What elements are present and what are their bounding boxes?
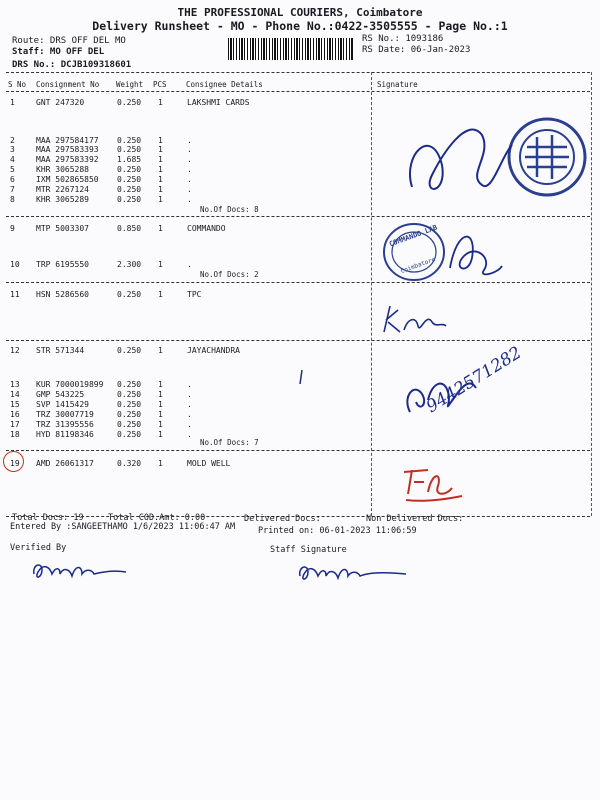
row-consignee-details: . [187, 155, 192, 164]
row-sno: 16 [10, 410, 20, 419]
row-pcs: 1 [158, 380, 163, 389]
row-weight: 0.850 [117, 224, 142, 233]
runsheet-title: Delivery Runsheet - MO - Phone No.:0422-3505555 - Page No.:1 [92, 19, 508, 33]
row-sno: 1 [10, 98, 15, 107]
group-separator [6, 450, 590, 451]
row-pcs: 1 [158, 390, 163, 399]
commando-stamp-text: COMMANDO LAB [388, 223, 439, 249]
row-pcs: 1 [158, 420, 163, 429]
row-consignee-details: . [187, 400, 192, 409]
row-pcs: 1 [158, 430, 163, 439]
row-weight: 0.250 [117, 380, 142, 389]
group-separator [6, 282, 590, 283]
row-weight: 0.250 [117, 175, 142, 184]
row-sno: 6 [10, 175, 15, 184]
total-cod-amount: Total COD.Amt: 0.00 [108, 513, 206, 523]
row-consignment-no: TRZ 31395556 [36, 420, 94, 429]
handwritten-phone: 9442571282 [422, 342, 526, 418]
row-pcs: 1 [158, 185, 163, 194]
row-consignee-details: . [187, 185, 192, 194]
row-weight: 0.250 [117, 410, 142, 419]
row-consignment-no: IXM 502865850 [36, 175, 99, 184]
staff-signature [296, 558, 416, 588]
row-pcs: 1 [158, 400, 163, 409]
verified-by-label: Verified By [10, 543, 67, 553]
non-delivered-docs: Non Delivered Docs: [366, 514, 464, 524]
signature-jayachandra [372, 342, 592, 448]
row-consignment-no: SVP 1415429 [36, 400, 89, 409]
row-sno: 3 [10, 145, 15, 154]
row-consignment-no: MAA 297583392 [36, 155, 99, 164]
row-pcs: 1 [158, 459, 163, 468]
row-weight: 0.250 [117, 390, 142, 399]
row-consignment-no: TRP 6195550 [36, 260, 89, 269]
row-sno: 9 [10, 224, 15, 233]
row-weight: 1.685 [117, 155, 142, 164]
company-title: THE PROFESSIONAL COURIERS, Coimbatore [177, 6, 423, 19]
row-pcs: 1 [158, 224, 163, 233]
row-weight: 0.250 [117, 346, 142, 355]
col-signature: Signature [377, 80, 418, 89]
row-sno: 13 [10, 380, 20, 389]
row-consignee-details: MOLD WELL [187, 459, 231, 468]
red-circle-mark [1, 449, 25, 473]
row-consignee-details: . [187, 420, 192, 429]
row-sno: 10 [10, 260, 20, 269]
row-weight: 2.300 [117, 260, 142, 269]
verified-signature [30, 556, 140, 586]
row-weight: 0.250 [117, 290, 142, 299]
row-consignee-details: . [187, 175, 192, 184]
row-sno: 7 [10, 185, 15, 194]
group-separator [6, 340, 590, 341]
row-weight: 0.250 [117, 400, 142, 409]
barcode [228, 38, 354, 60]
total-docs: Total Docs: 19 [12, 513, 84, 523]
row-weight: 0.250 [117, 145, 142, 154]
rs-date: RS Date: 06-Jan-2023 [362, 45, 471, 55]
row-pcs: 1 [158, 346, 163, 355]
header-rule [6, 91, 590, 92]
group-doc-count: No.Of Docs: 2 [200, 270, 259, 279]
drs-number: DRS No.: DCJB109318601 [12, 60, 132, 70]
row-consignee-details: JAYACHANDRA [187, 346, 240, 355]
row-consignment-no: MTR 2267124 [36, 185, 89, 194]
stray-pen-mark [296, 368, 306, 388]
row-sno: 19 [10, 459, 20, 468]
printed-on: Printed on: 06-01-2023 11:06:59 [258, 526, 417, 536]
row-consignment-no: KHR 3065288 [36, 165, 89, 174]
row-sno: 2 [10, 136, 15, 145]
row-consignment-no: STR 571344 [36, 346, 85, 355]
row-consignee-details: . [187, 410, 192, 419]
row-sno: 18 [10, 430, 20, 439]
row-consignment-no: AMD 26061317 [36, 459, 94, 468]
signature-mold-well [372, 452, 592, 514]
row-weight: 0.250 [117, 98, 142, 107]
row-consignee-details: . [187, 380, 192, 389]
row-consignee-details: . [187, 145, 192, 154]
col-sno: S No [8, 80, 27, 89]
col-weight: Weight [116, 80, 144, 89]
row-pcs: 1 [158, 145, 163, 154]
row-weight: 0.250 [117, 165, 142, 174]
row-pcs: 1 [158, 165, 163, 174]
row-weight: 0.250 [117, 185, 142, 194]
entered-by: Entered By :SANGEETHAMO 1/6/2023 11:06:47 AM [10, 522, 236, 532]
row-consignment-no: MTP 5003307 [36, 224, 89, 233]
row-pcs: 1 [158, 155, 163, 164]
row-pcs: 1 [158, 410, 163, 419]
rs-number: RS No.: 1093186 [362, 34, 444, 44]
row-consignee-details: . [187, 136, 192, 145]
col-pcs: PCS [153, 80, 167, 89]
row-sno: 14 [10, 390, 20, 399]
row-consignee-details: TPC [187, 290, 202, 299]
row-sno: 8 [10, 195, 15, 204]
commando-stamp-city: Coimbatore [399, 256, 437, 275]
row-consignment-no: KHR 3065289 [36, 195, 89, 204]
col-consignment: Consignment No [36, 80, 100, 89]
row-pcs: 1 [158, 290, 163, 299]
col-consignee-details: Consignee Details [186, 80, 263, 89]
row-pcs: 1 [158, 175, 163, 184]
signature-tpc [372, 292, 592, 338]
row-weight: 0.250 [117, 195, 142, 204]
row-consignment-no: TRZ 30007719 [36, 410, 94, 419]
row-consignee-details: . [187, 430, 192, 439]
row-consignment-no: MAA 297583393 [36, 145, 99, 154]
table-top-rule [6, 72, 590, 73]
delivered-docs: Delivered Docs: [244, 514, 321, 524]
row-weight: 0.320 [117, 459, 142, 468]
row-sno: 15 [10, 400, 20, 409]
row-consignment-no: HSN 5286560 [36, 290, 89, 299]
row-consignment-no: HYD 81198346 [36, 430, 94, 439]
staff-label: Staff: MO OFF DEL [12, 47, 105, 57]
row-consignee-details: . [187, 195, 192, 204]
row-weight: 0.250 [117, 420, 142, 429]
row-pcs: 1 [158, 136, 163, 145]
route-label: Route: DRS OFF DEL MO [12, 36, 126, 46]
row-pcs: 1 [158, 98, 163, 107]
staff-signature-label: Staff Signature [270, 545, 347, 555]
row-sno: 5 [10, 165, 15, 174]
row-consignment-no: GNT 247320 [36, 98, 85, 107]
row-consignee-details: . [187, 390, 192, 399]
row-sno: 4 [10, 155, 15, 164]
row-sno: 12 [10, 346, 20, 355]
row-pcs: 1 [158, 195, 163, 204]
row-consignee-details: . [187, 165, 192, 174]
row-weight: 0.250 [117, 136, 142, 145]
row-consignee-details: . [187, 260, 192, 269]
row-consignment-no: GMP 543225 [36, 390, 85, 399]
row-pcs: 1 [158, 260, 163, 269]
round-stamp-signature-1 [372, 95, 592, 217]
row-consignee-details: LAKSHMI CARDS [187, 98, 250, 107]
row-sno: 11 [10, 290, 20, 299]
row-consignment-no: KUR 7000019899 [36, 380, 104, 389]
row-weight: 0.250 [117, 430, 142, 439]
row-consignment-no: MAA 297584177 [36, 136, 99, 145]
group-doc-count: No.Of Docs: 7 [200, 438, 259, 447]
row-consignee-details: COMMANDO [187, 224, 226, 233]
row-sno: 17 [10, 420, 20, 429]
group-doc-count: No.Of Docs: 8 [200, 205, 259, 214]
